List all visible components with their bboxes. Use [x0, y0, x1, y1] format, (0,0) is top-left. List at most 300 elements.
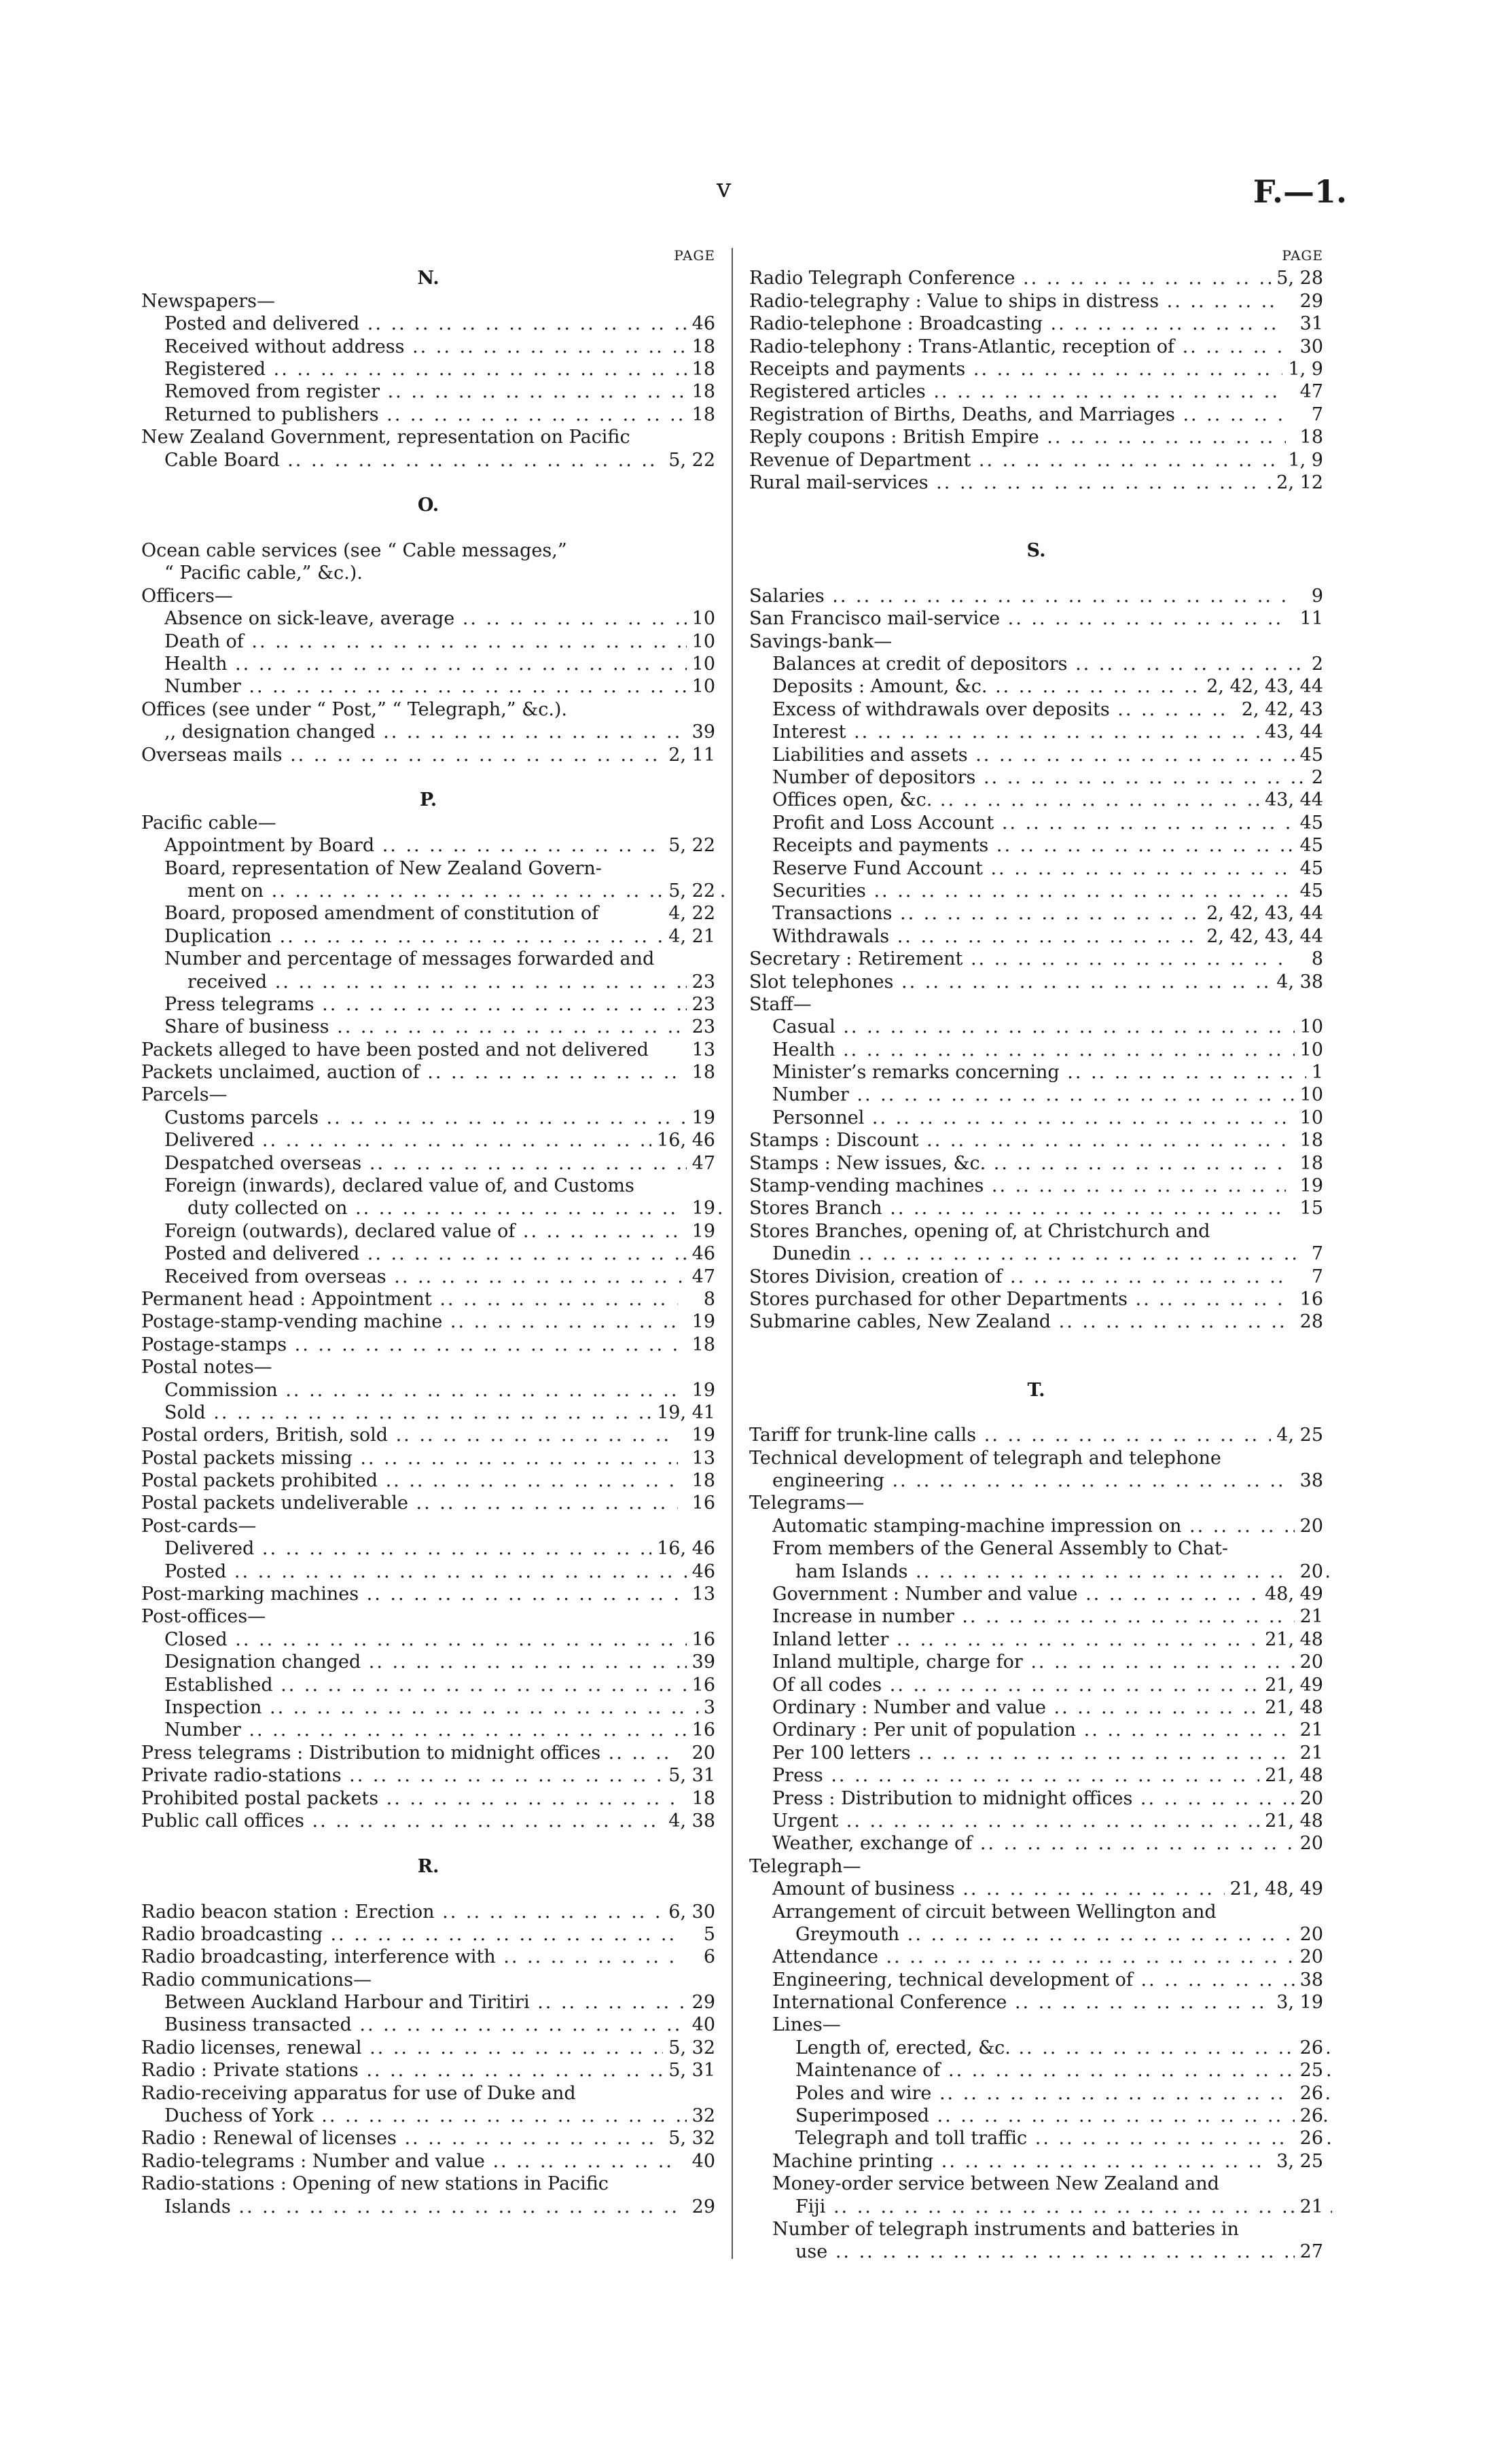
- entry-page-ref: 4, 38: [1271, 971, 1323, 993]
- index-entry: [749, 1084, 1323, 1106]
- index-entry: [141, 1039, 715, 1061]
- index-entry: [749, 1492, 1323, 1514]
- entry-page-ref: 21, 49: [1259, 1674, 1323, 1696]
- entry-text: Radio Telegraph Conference .. ..: [749, 267, 1286, 289]
- index-entry: [141, 2059, 715, 2082]
- entry-page-ref: 23: [687, 1016, 715, 1038]
- document-code: F.—1.: [1253, 173, 1347, 210]
- index-entry: [141, 1764, 715, 1787]
- index-entry: [141, 1084, 715, 1106]
- entry-page-ref: 43, 44: [1259, 789, 1323, 811]
- entry-page-ref: 45: [1295, 812, 1323, 834]
- entry-text: Inspection .. ..: [164, 1696, 701, 1719]
- index-entry: [141, 744, 715, 766]
- spacer: [141, 517, 715, 539]
- index-entry: [749, 267, 1323, 289]
- index-entry: [749, 789, 1323, 811]
- entry-page-ref: 19: [687, 1310, 715, 1333]
- entry-page-ref: 10: [687, 607, 715, 630]
- index-entry: [749, 2196, 1323, 2218]
- spacer: [141, 1878, 715, 1900]
- index-entry: [749, 380, 1323, 403]
- index-entry: [749, 1742, 1323, 1764]
- index-entry: [141, 2037, 715, 2059]
- index-entry: [141, 1310, 715, 1333]
- entry-text: Number and percentage of messages forwarded and: [164, 948, 655, 970]
- entry-text: Excess of withdrawals over deposits .. ..: [772, 698, 1309, 721]
- entry-text: Casual .. ..: [772, 1016, 1309, 1038]
- entry-text: Automatic stamping-machine impression on .. ..: [772, 1515, 1309, 1537]
- index-entry: [141, 2196, 715, 2218]
- entry-text: Revenue of Department .. ..: [749, 449, 1286, 471]
- index-entry: [749, 2105, 1323, 2127]
- entry-page-ref: 47: [687, 1266, 715, 1288]
- index-entry: [141, 1356, 715, 1378]
- entry-page-ref: 27: [1295, 2240, 1323, 2263]
- entry-text: Telegraph—: [749, 1855, 861, 1877]
- entry-page-ref: 45: [1295, 834, 1323, 857]
- entry-page-ref: 30: [1295, 336, 1323, 358]
- entry-text: Stores Branches, opening of, at Christchurch and: [749, 1220, 1210, 1242]
- entry-page-ref: 8: [1306, 948, 1323, 970]
- entry-text: Post-offices—: [141, 1606, 266, 1628]
- entry-text: International Conference .. ..: [772, 1991, 1309, 2014]
- index-entry: [749, 1560, 1323, 1583]
- entry-page-ref: 19: [687, 1379, 715, 1401]
- entry-page-ref: 8: [698, 1288, 715, 1310]
- index-entry: [749, 1469, 1323, 1492]
- index-entry: [141, 1334, 715, 1356]
- section-letter-heading: N.: [417, 268, 439, 289]
- entry-text: Lines—: [772, 2014, 841, 2036]
- entry-text: Foreign (outwards), declared value of .. ..: [164, 1220, 701, 1243]
- entry-page-ref: 4, 21: [663, 925, 715, 948]
- entry-page-ref: 2: [1306, 653, 1323, 675]
- entry-page-ref: 18: [1295, 426, 1323, 448]
- index-entry: [141, 675, 715, 698]
- page-column-label: PAGE: [674, 247, 715, 264]
- index-entry: [141, 607, 715, 630]
- index-entry: [749, 1651, 1323, 1673]
- entry-text: Technical development of telegraph and telephone: [749, 1447, 1221, 1469]
- entry-page-ref: 6: [698, 1946, 715, 1968]
- entry-page-ref: 16: [687, 1492, 715, 1514]
- index-entry: [749, 2173, 1323, 2195]
- entry-page-ref: 13: [687, 1583, 715, 1605]
- index-entry: [141, 1175, 715, 1197]
- entry-text: Offices (see under “ Post,” “ Telegraph,” &c.).: [141, 698, 568, 720]
- entry-text: Number .. ..: [164, 675, 701, 698]
- entry-page-ref: 4, 25: [1271, 1424, 1323, 1446]
- entry-text: Appointment by Board .. ..: [164, 834, 701, 857]
- entry-page-ref: 13: [687, 1039, 715, 1061]
- entry-text: Radio-telephony : Trans-Atlantic, reception of .. ..: [749, 336, 1286, 358]
- entry-text: Sold .. ..: [164, 1401, 701, 1424]
- entry-text: Inland letter .. ..: [772, 1628, 1309, 1651]
- index-entry: [141, 1129, 715, 1151]
- entry-page-ref: 19: [687, 1424, 715, 1446]
- index-entry: [141, 1379, 715, 1401]
- entry-page-ref: 46: [687, 1243, 715, 1265]
- entry-page-ref: 10: [1295, 1016, 1323, 1038]
- entry-text: Tariff for trunk-line calls .. ..: [749, 1424, 1286, 1446]
- entry-text: Liabilities and assets .. ..: [772, 744, 1309, 766]
- entry-text: Stores Branch .. ..: [749, 1197, 1286, 1219]
- entry-text: Radio : Renewal of licenses .. ..: [141, 2127, 678, 2149]
- entry-text: Postal orders, British, sold .. ..: [141, 1424, 678, 1446]
- entry-text: Share of business .. ..: [164, 1016, 701, 1038]
- entry-text: Weather, exchange of .. ..: [772, 1832, 1309, 1855]
- entry-text: Received from overseas .. ..: [164, 1266, 701, 1288]
- index-entry: [749, 1447, 1323, 1469]
- entry-text: Islands .. ..: [164, 2196, 701, 2218]
- spacer: [749, 517, 1323, 539]
- entry-page-ref: 16: [687, 1719, 715, 1741]
- entry-page-ref: 11: [1295, 607, 1323, 630]
- entry-text: Board, proposed amendment of constitution of: [164, 903, 599, 925]
- entry-page-ref: 13: [687, 1447, 715, 1469]
- entry-page-ref: 15: [1295, 1197, 1323, 1219]
- entry-page-ref: 5, 31: [663, 1764, 715, 1787]
- entry-page-ref: 29: [1295, 290, 1323, 313]
- entry-text: Radio-stations : Opening of new stations in Pacific: [141, 2173, 609, 2195]
- entry-page-ref: 20: [1295, 1515, 1323, 1537]
- entry-page-ref: 21: [1295, 1605, 1323, 1628]
- entry-page-ref: 45: [1295, 857, 1323, 880]
- entry-text: Officers—: [141, 585, 233, 607]
- index-entry: [749, 1152, 1323, 1175]
- entry-text: Radio communications—: [141, 1969, 372, 1990]
- spacer: [141, 471, 715, 494]
- entry-text: Radio broadcasting .. ..: [141, 1923, 678, 1946]
- index-entry: [141, 1583, 715, 1605]
- index-entry: [141, 925, 715, 948]
- entry-page-ref: 3, 19: [1271, 1991, 1323, 2014]
- entry-page-ref: 45: [1295, 744, 1323, 766]
- entry-page-ref: 2, 42, 43, 44: [1201, 675, 1323, 698]
- index-entry: [749, 1605, 1323, 1628]
- index-entry: [141, 449, 715, 471]
- index-entry: [749, 1243, 1323, 1265]
- entry-text: Radio-receiving apparatus for use of Duke and: [141, 2082, 576, 2104]
- index-entry: [749, 902, 1323, 925]
- entry-text: Number of telegraph instruments and batteries in: [772, 2218, 1239, 2240]
- index-entry: [141, 902, 715, 925]
- entry-text: Slot telephones .. ..: [749, 971, 1286, 993]
- entry-page-ref: 48, 49: [1259, 1583, 1323, 1605]
- index-entry: [749, 1969, 1323, 1991]
- entry-page-ref: 18: [687, 380, 715, 403]
- index-entry: [141, 971, 715, 993]
- entry-text: Private radio-stations .. ..: [141, 1764, 678, 1787]
- entry-page-ref: 7: [1306, 1266, 1323, 1288]
- page-column-label: PAGE: [1282, 247, 1323, 264]
- index-entry: [141, 380, 715, 403]
- index-entry: [141, 993, 715, 1016]
- section-letter-heading: T.: [1027, 1379, 1045, 1401]
- entry-page-ref: 6, 30: [663, 1901, 715, 1923]
- column-divider: [732, 248, 733, 2259]
- entry-text: Post-marking machines .. ..: [141, 1583, 678, 1605]
- entry-text: Business transacted .. ..: [164, 2014, 701, 2036]
- index-entry: [749, 290, 1323, 313]
- entry-text: Parcels—: [141, 1084, 228, 1106]
- entry-page-ref: 5, 32: [663, 2127, 715, 2149]
- entry-text: Cable Board .. ..: [164, 449, 701, 471]
- index-entry: [749, 1946, 1323, 1968]
- index-entry: [141, 698, 715, 721]
- index-entry: [749, 1016, 1323, 1038]
- entry-page-ref: 19: [687, 1107, 715, 1129]
- entry-text: Offices open, &c. .. ..: [772, 789, 1309, 811]
- index-entry: [749, 1923, 1323, 1946]
- index-entry: [141, 1674, 715, 1696]
- entry-text: ,, designation changed .. ..: [164, 721, 701, 743]
- index-entry: [749, 1696, 1323, 1719]
- index-entry: [749, 2037, 1323, 2059]
- spacer: [749, 1401, 1323, 1424]
- entry-page-ref: 23: [687, 971, 715, 993]
- index-entry: [141, 630, 715, 653]
- entry-text: Savings-bank—: [749, 630, 893, 652]
- entry-text: Postage-stamps .. ..: [141, 1334, 678, 1356]
- index-entry: [749, 1855, 1323, 1878]
- index-entry: [749, 1832, 1323, 1855]
- entry-text: Radio-telegraphy : Value to ships in distress .. ..: [749, 290, 1286, 313]
- entry-text: Minister’s remarks concerning .. ..: [772, 1061, 1309, 1084]
- index-entry: [141, 404, 715, 426]
- entry-text: Stamps : New issues, &c. .. ..: [749, 1152, 1286, 1175]
- entry-page-ref: 26: [1295, 2082, 1323, 2105]
- entry-text: Packets alleged to have been posted and not delivered: [141, 1039, 649, 1060]
- index-entry: [749, 630, 1323, 653]
- entry-page-ref: 39: [687, 721, 715, 743]
- spacer: [749, 494, 1323, 516]
- entry-text: Increase in number .. ..: [772, 1605, 1309, 1628]
- index-entry: [749, 336, 1323, 358]
- entry-page-ref: 16, 46: [651, 1129, 715, 1151]
- entry-text: San Francisco mail-service .. ..: [749, 607, 1286, 630]
- entry-text: Staff—: [749, 993, 812, 1015]
- entry-text: Postage-stamp-vending machine .. ..: [141, 1310, 678, 1333]
- index-entry: [749, 721, 1323, 743]
- entry-page-ref: 5, 22: [663, 880, 715, 902]
- entry-text: Stamp-vending machines .. ..: [749, 1175, 1286, 1197]
- entry-page-ref: 39: [687, 1651, 715, 1673]
- entry-page-ref: 2, 42, 43, 44: [1201, 925, 1323, 948]
- index-entry: [749, 585, 1323, 607]
- entry-text: Number .. ..: [772, 1084, 1309, 1106]
- entry-text: Posted and delivered .. ..: [164, 313, 701, 335]
- index-entry: [141, 1016, 715, 1038]
- index-entry: [749, 1288, 1323, 1310]
- entry-text: Number .. ..: [164, 1719, 701, 1741]
- entry-text: Post-cards—: [141, 1515, 257, 1537]
- index-entry: [749, 1220, 1323, 1243]
- entry-page-ref: 23: [687, 993, 715, 1016]
- index-entry: [749, 834, 1323, 857]
- index-entry: [141, 1537, 715, 1560]
- index-entry: [141, 653, 715, 675]
- entry-page-ref: 29: [687, 1991, 715, 2014]
- entry-page-ref: 3: [698, 1696, 715, 1719]
- entry-page-ref: 21: [1295, 2196, 1323, 2218]
- entry-text: Of all codes .. ..: [772, 1674, 1309, 1696]
- entry-text: Arrangement of circuit between Wellington and: [772, 1901, 1217, 1923]
- index-entry: [141, 857, 715, 880]
- index-entry: [141, 1469, 715, 1492]
- index-entry: [141, 1696, 715, 1719]
- entry-text: Postal packets undeliverable .. ..: [141, 1492, 678, 1514]
- entry-text: Duchess of York .. ..: [164, 2105, 701, 2127]
- entry-text: Radio beacon station : Erection .. ..: [141, 1901, 678, 1923]
- entry-page-ref: 46: [687, 1560, 715, 1583]
- entry-text: Securities .. ..: [772, 880, 1309, 902]
- entry-text: Removed from register .. ..: [164, 380, 701, 403]
- index-entry: [141, 2082, 715, 2105]
- entry-text: Permanent head : Appointment .. ..: [141, 1288, 678, 1310]
- entry-page-ref: 1: [1306, 1061, 1323, 1084]
- index-entry: [141, 562, 715, 584]
- entry-page-ref: 40: [687, 2150, 715, 2173]
- index-entry: [749, 1175, 1323, 1197]
- entry-text: Radio broadcasting, interference with .. ..: [141, 1946, 678, 1968]
- entry-page-ref: 1, 9: [1282, 449, 1323, 471]
- index-entry: [141, 1991, 715, 2014]
- entry-page-ref: 10: [1295, 1084, 1323, 1106]
- entry-page-ref: 26: [1295, 2105, 1323, 2127]
- index-entry: [141, 1560, 715, 1583]
- entry-text: Secretary : Retirement .. ..: [749, 948, 1286, 970]
- index-entry: [749, 1878, 1323, 1900]
- index-entry: [141, 1107, 715, 1129]
- entry-text: Despatched overseas .. ..: [164, 1152, 701, 1175]
- entry-page-ref: 43, 44: [1259, 721, 1323, 743]
- entry-text: Customs parcels .. ..: [164, 1107, 701, 1129]
- index-entry: [749, 1197, 1323, 1219]
- entry-text: Pacific cable—: [141, 812, 276, 834]
- entry-text: Telegrams—: [749, 1493, 865, 1514]
- index-entry: [749, 653, 1323, 675]
- index-entry: [141, 880, 715, 902]
- entry-text: Press .. ..: [772, 1764, 1309, 1787]
- entry-page-ref: 18: [687, 1061, 715, 1084]
- index-entry: [141, 290, 715, 313]
- entry-text: Superimposed .. ..: [795, 2105, 1332, 2127]
- entry-page-ref: 21, 48: [1259, 1696, 1323, 1719]
- entry-page-ref: 20: [1295, 1651, 1323, 1673]
- entry-page-ref: 18: [687, 336, 715, 358]
- section-letter-heading: P.: [419, 789, 437, 811]
- index-entry: [141, 1605, 715, 1628]
- entry-page-ref: 26: [1295, 2037, 1323, 2059]
- entry-text: Posted .. ..: [164, 1560, 701, 1583]
- index-entry: [749, 993, 1323, 1016]
- entry-text: Between Auckland Harbour and Tiritiri .. ..: [164, 1991, 701, 2014]
- entry-text: Government : Number and value .. ..: [772, 1583, 1309, 1605]
- index-entry: [749, 2059, 1323, 2082]
- index-entry: [141, 1946, 715, 1968]
- entry-page-ref: 31: [1295, 313, 1323, 335]
- index-entry: [141, 1628, 715, 1651]
- entry-page-ref: 16: [1295, 1288, 1323, 1310]
- entry-text: Packets unclaimed, auction of .. ..: [141, 1061, 678, 1084]
- index-entry: [749, 2082, 1323, 2105]
- entry-page-ref: 20: [1295, 1923, 1323, 1946]
- entry-text: Board, representation of New Zealand Govern-: [164, 857, 602, 879]
- entry-text: Postal notes—: [141, 1357, 272, 1378]
- entry-text: duty collected on .. ..: [187, 1197, 724, 1219]
- entry-text: Amount of business .. ..: [772, 1878, 1309, 1900]
- entry-text: Interest .. ..: [772, 721, 1309, 743]
- entry-page-ref: 2, 12: [1271, 471, 1323, 494]
- entry-page-ref: 16: [687, 1628, 715, 1651]
- entry-page-ref: 4, 22: [663, 902, 715, 925]
- entry-page-ref: 21: [1295, 1719, 1323, 1741]
- entry-text: Absence on sick-leave, average .. ..: [164, 607, 701, 630]
- index-entry: [749, 880, 1323, 902]
- index-entry: [141, 1492, 715, 1514]
- entry-text: Delivered .. ..: [164, 1537, 701, 1560]
- index-entry: [749, 766, 1323, 789]
- entry-text: Engineering, technical development of .. ..: [772, 1969, 1309, 1991]
- entry-text: Dunedin .. ..: [772, 1243, 1309, 1265]
- entry-page-ref: 40: [687, 2014, 715, 2036]
- index-entry: [749, 925, 1323, 948]
- index-entry: [141, 834, 715, 857]
- entry-page-ref: 19: [687, 1197, 715, 1219]
- entry-page-ref: 25: [1295, 2059, 1323, 2082]
- entry-page-ref: 19: [687, 1220, 715, 1243]
- entry-page-ref: 20: [1295, 1832, 1323, 1855]
- entry-page-ref: 20: [1295, 1946, 1323, 1968]
- index-entry: [749, 1061, 1323, 1084]
- entry-page-ref: 20: [1295, 1560, 1323, 1583]
- entry-page-ref: 21, 48: [1259, 1764, 1323, 1787]
- index-entry: [141, 1424, 715, 1446]
- entry-text: Fiji .. ..: [795, 2196, 1332, 2218]
- index-entry: [749, 404, 1323, 426]
- section-letter-heading: S.: [1026, 540, 1046, 562]
- entry-text: received .. ..: [187, 971, 724, 993]
- index-entry: [749, 675, 1323, 698]
- entry-text: Closed .. ..: [164, 1628, 701, 1651]
- entry-page-ref: 38: [1295, 1969, 1323, 1991]
- entry-text: Receipts and payments .. ..: [749, 358, 1286, 380]
- entry-text: Commission .. ..: [164, 1379, 701, 1401]
- index-entry: [749, 1787, 1323, 1810]
- index-entry: [749, 1764, 1323, 1787]
- index-entry: [141, 2173, 715, 2195]
- entry-text: Maintenance of .. ..: [795, 2059, 1332, 2082]
- entry-text: Overseas mails .. ..: [141, 744, 678, 766]
- entry-page-ref: 20: [1295, 1787, 1323, 1810]
- entry-page-ref: 28: [1295, 1310, 1323, 1333]
- entry-page-ref: 10: [1295, 1107, 1323, 1129]
- entry-text: Urgent .. ..: [772, 1810, 1309, 1832]
- index-entry: [141, 2014, 715, 2036]
- entry-page-ref: 47: [687, 1152, 715, 1175]
- entry-text: Profit and Loss Account .. ..: [772, 812, 1309, 834]
- index-entry: [141, 2150, 715, 2173]
- index-entry: [749, 1810, 1323, 1832]
- index-entry: [749, 449, 1323, 471]
- entry-text: Registration of Births, Deaths, and Marriages .. ..: [749, 404, 1286, 426]
- entry-text: Withdrawals .. ..: [772, 925, 1309, 948]
- index-entry: [141, 1901, 715, 1923]
- entry-text: Registered articles .. ..: [749, 380, 1286, 403]
- index-entry: [749, 1266, 1323, 1288]
